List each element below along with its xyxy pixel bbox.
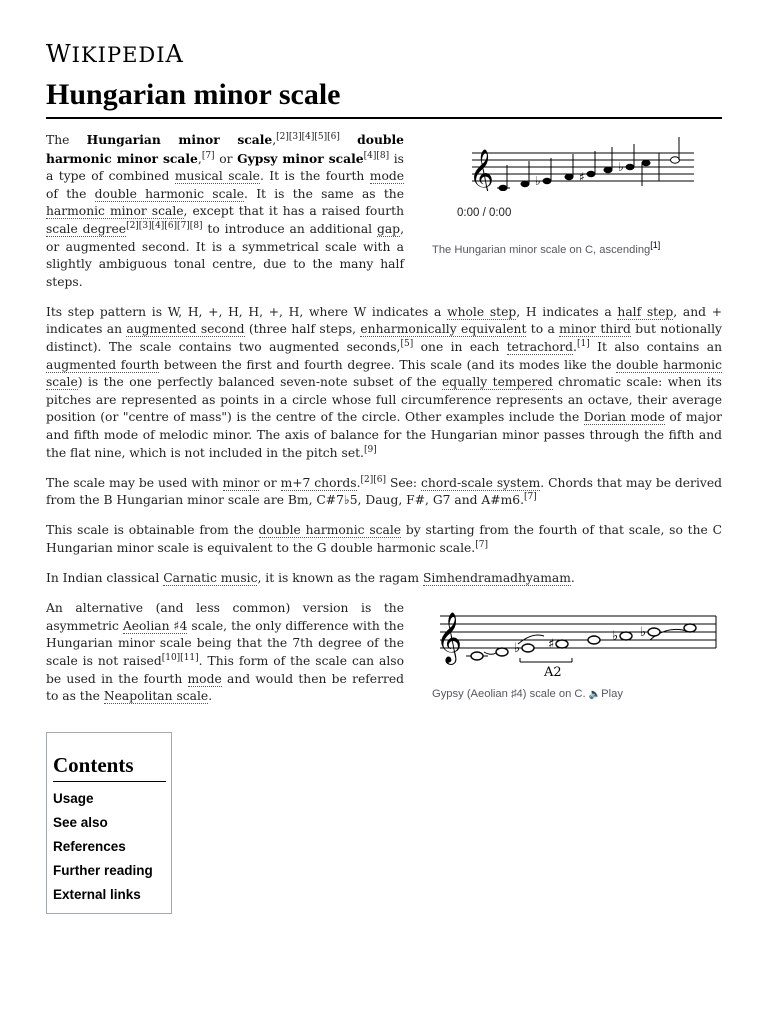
- interval-label: A2: [544, 665, 562, 681]
- text: , or augmented second. It is a symmetrical scale with a slightly ambiguous tonal centre, due to the many half steps.: [46, 221, 404, 289]
- link-mode[interactable]: mode: [187, 671, 222, 686]
- citation[interactable]: [2][3][4][6][7][8]: [126, 220, 203, 231]
- text: The scale may be used with: [46, 475, 223, 490]
- toc-item-references[interactable]: References: [53, 839, 126, 854]
- paragraph-intro: The Hungarian minor scale,[2][3][4][5][6] double harmonic minor scale,[7] or Gypsy minor scale[4][8] is a type of combined musical scale. It is the fourth mode of the double harmonic scale. It is the same as the harmonic minor scale, except that it has a raised fourth scale degree[2][3][4][6][7][8] to introduce an additional gap, or augmented second. It is a symmetrical scale with a slightly ambiguous tonal centre, due to the many half steps.: [46, 132, 404, 289]
- text: . This form of the scale can also be used in the fourth: [46, 653, 405, 686]
- citation[interactable]: [7]: [475, 539, 488, 550]
- link-neapolitan-scale[interactable]: Neapolitan scale: [103, 689, 209, 704]
- link-chord-scale-system[interactable]: chord-scale system: [421, 475, 541, 490]
- citation[interactable]: [7]: [524, 492, 537, 503]
- link-double-harmonic-scale[interactable]: double harmonic scale: [94, 186, 245, 201]
- citation[interactable]: [1]: [650, 240, 661, 251]
- text: to a: [526, 322, 560, 337]
- citation[interactable]: [10][11]: [161, 652, 199, 663]
- link-carnatic-music[interactable]: Carnatic music: [163, 571, 258, 586]
- page-title: Hungarian minor scale: [46, 78, 341, 111]
- svg-text:♯: ♯: [579, 170, 585, 184]
- text: chromatic scale: when its pitches are represented as points in a circle whose full circumference represents an octave, their average position (or "centre of mass") is the centre of the circle. Other examples include the: [46, 375, 722, 425]
- svg-text:♭: ♭: [514, 641, 521, 657]
- link-double-harmonic-scale[interactable]: double harmonic scale: [46, 357, 722, 390]
- play-link[interactable]: Play: [601, 687, 623, 700]
- paragraph-step-pattern: [46, 304, 722, 462]
- citation[interactable]: [7]: [201, 150, 215, 161]
- text: (three half steps,: [244, 322, 361, 337]
- text: one in each: [413, 340, 507, 355]
- audio-time[interactable]: 0:00 / 0:00: [457, 206, 512, 219]
- link-simhendramadhyamam[interactable]: Simhendramadhyamam: [422, 571, 571, 586]
- figure-hungarian-minor-scale: [432, 131, 722, 260]
- figure-gypsy-scale: [432, 602, 722, 703]
- svg-text:𝄞: 𝄞: [469, 148, 494, 191]
- text: In Indian classical: [46, 571, 164, 586]
- link-tetrachord[interactable]: tetrachord: [506, 340, 574, 355]
- text: , except that it has a raised fourth: [183, 204, 404, 219]
- text: .: [356, 475, 361, 490]
- text: The: [46, 133, 87, 147]
- sheet-music-figure-1: [432, 131, 722, 191]
- text: . It is the fourth: [259, 169, 370, 184]
- text: but notionally distinct). The scale contains two augmented seconds,: [46, 322, 722, 355]
- bold-term: Hungarian minor scale: [86, 132, 273, 147]
- link-whole-step[interactable]: whole step: [447, 304, 517, 319]
- text: by starting from the fourth of that scale, so the C Hungarian minor scale is equivalent to the G double harmonic scale.: [46, 523, 722, 555]
- sheet-music-figure-2: [432, 602, 722, 680]
- link-double-harmonic-scale[interactable]: double harmonic scale: [258, 523, 402, 538]
- text: An alternative (and less common) version is the asymmetric: [46, 601, 404, 633]
- text: .: [208, 689, 213, 704]
- table-of-contents: [46, 732, 172, 914]
- link-equally-tempered[interactable]: equally tempered: [442, 375, 553, 390]
- text: and would then be referred to as the: [46, 671, 404, 704]
- figure-1-caption: [432, 242, 722, 260]
- text: Its step pattern is W, H, +, H, H, +, H, where W indicates a: [46, 304, 448, 319]
- wordmark-initial: W: [46, 40, 72, 68]
- text: ) is the one perfectly balanced seven-note subset of the: [77, 375, 442, 390]
- figure-2-caption: [432, 686, 722, 704]
- svg-text:𝄞: 𝄞: [436, 612, 463, 664]
- wikipedia-wordmark[interactable]: [46, 40, 184, 68]
- link-augmented-second[interactable]: augmented second: [126, 322, 245, 337]
- paragraph-derivation: [46, 522, 722, 557]
- text: See:: [386, 475, 422, 490]
- text: of major and fifth mode of melodic minor. The axis of balance for the Hungarian minor passes through the fifth and the flat nine, which is not included in the pitch set.: [46, 410, 722, 460]
- text: of the: [46, 186, 95, 201]
- link-half-step[interactable]: half step: [617, 304, 674, 319]
- paragraph-usage: [46, 475, 722, 510]
- link-enharmonically-equivalent[interactable]: enharmonically equivalent: [360, 322, 527, 337]
- citation[interactable]: [2][3][4][5][6]: [276, 132, 340, 142]
- link-gap[interactable]: gap: [376, 221, 401, 236]
- text: . Chords that may be derived from the B Hungarian minor scale are Bm, C#7♭5, Daug, F#, G7 and A#m6.: [46, 475, 722, 508]
- toc-title: Contents: [53, 753, 166, 782]
- link-scale-degree[interactable]: scale degree: [46, 221, 127, 236]
- toc-item-see-also[interactable]: See also: [53, 815, 108, 830]
- svg-text:♭: ♭: [640, 625, 647, 641]
- citation[interactable]: [2][6]: [360, 474, 386, 485]
- text: .: [573, 340, 577, 355]
- text: , and + indicates an: [46, 304, 723, 337]
- figure-1-caption-text: The Hungarian minor scale on C, ascending: [432, 244, 651, 257]
- text: or: [214, 151, 238, 166]
- text: is a type of combined: [46, 151, 404, 184]
- text: , it is known as the ragam: [257, 571, 423, 586]
- text: .: [570, 571, 575, 586]
- svg-text:♯: ♯: [548, 637, 555, 653]
- figure-2-caption-text: Gypsy (Aeolian ♯4) scale on C.: [432, 687, 586, 700]
- citation[interactable]: [5]: [400, 339, 414, 350]
- bold-term: double harmonic minor scale: [46, 132, 404, 166]
- toc-item-further-reading[interactable]: Further reading: [53, 863, 153, 878]
- paragraph-carnatic: [46, 570, 722, 588]
- text: , H indicates a: [516, 304, 618, 319]
- citation[interactable]: [9]: [363, 444, 377, 455]
- speaker-icon[interactable]: 🔈: [588, 688, 602, 700]
- link-minor-third[interactable]: minor third: [559, 322, 631, 337]
- text: between the first and fourth degree. This scale (and its modes like the: [159, 357, 617, 372]
- link-m7-chords[interactable]: m+7 chords: [280, 475, 357, 490]
- article-body: [46, 131, 722, 718]
- text: . It is the same as the: [244, 186, 404, 201]
- text: or: [259, 475, 281, 490]
- citation[interactable]: [4][8]: [363, 150, 390, 161]
- svg-text:♭: ♭: [612, 629, 619, 645]
- link-harmonic-minor-scale[interactable]: harmonic minor scale: [46, 204, 184, 219]
- link-aeolian-sharp-4[interactable]: Aeolian ♯4: [122, 618, 188, 633]
- text: to introduce an additional: [202, 221, 377, 236]
- link-minor[interactable]: minor: [222, 475, 260, 490]
- svg-text:♭: ♭: [535, 174, 541, 188]
- text: It also contains an: [589, 340, 722, 355]
- citation[interactable]: [1]: [576, 339, 590, 350]
- toc-item-usage[interactable]: Usage: [53, 791, 94, 806]
- wordmark-final: A: [165, 40, 184, 68]
- text: This scale is obtainable from the: [46, 523, 259, 538]
- toc-item-external-links[interactable]: External links: [53, 887, 141, 902]
- svg-text:♭: ♭: [618, 160, 624, 174]
- bold-term: Gypsy minor scale: [237, 150, 364, 166]
- link-augmented-fourth[interactable]: augmented fourth: [46, 357, 160, 372]
- text: scale, the only difference with the Hungarian minor scale being that the 7th degree of the scale is not raised: [46, 618, 404, 668]
- link-dorian-mode[interactable]: Dorian mode: [583, 410, 665, 425]
- wordmark-middle: IKIPEDI: [71, 43, 166, 67]
- link-mode[interactable]: mode: [369, 169, 404, 184]
- title-divider: [46, 117, 722, 119]
- link-musical-scale[interactable]: musical scale: [174, 169, 260, 184]
